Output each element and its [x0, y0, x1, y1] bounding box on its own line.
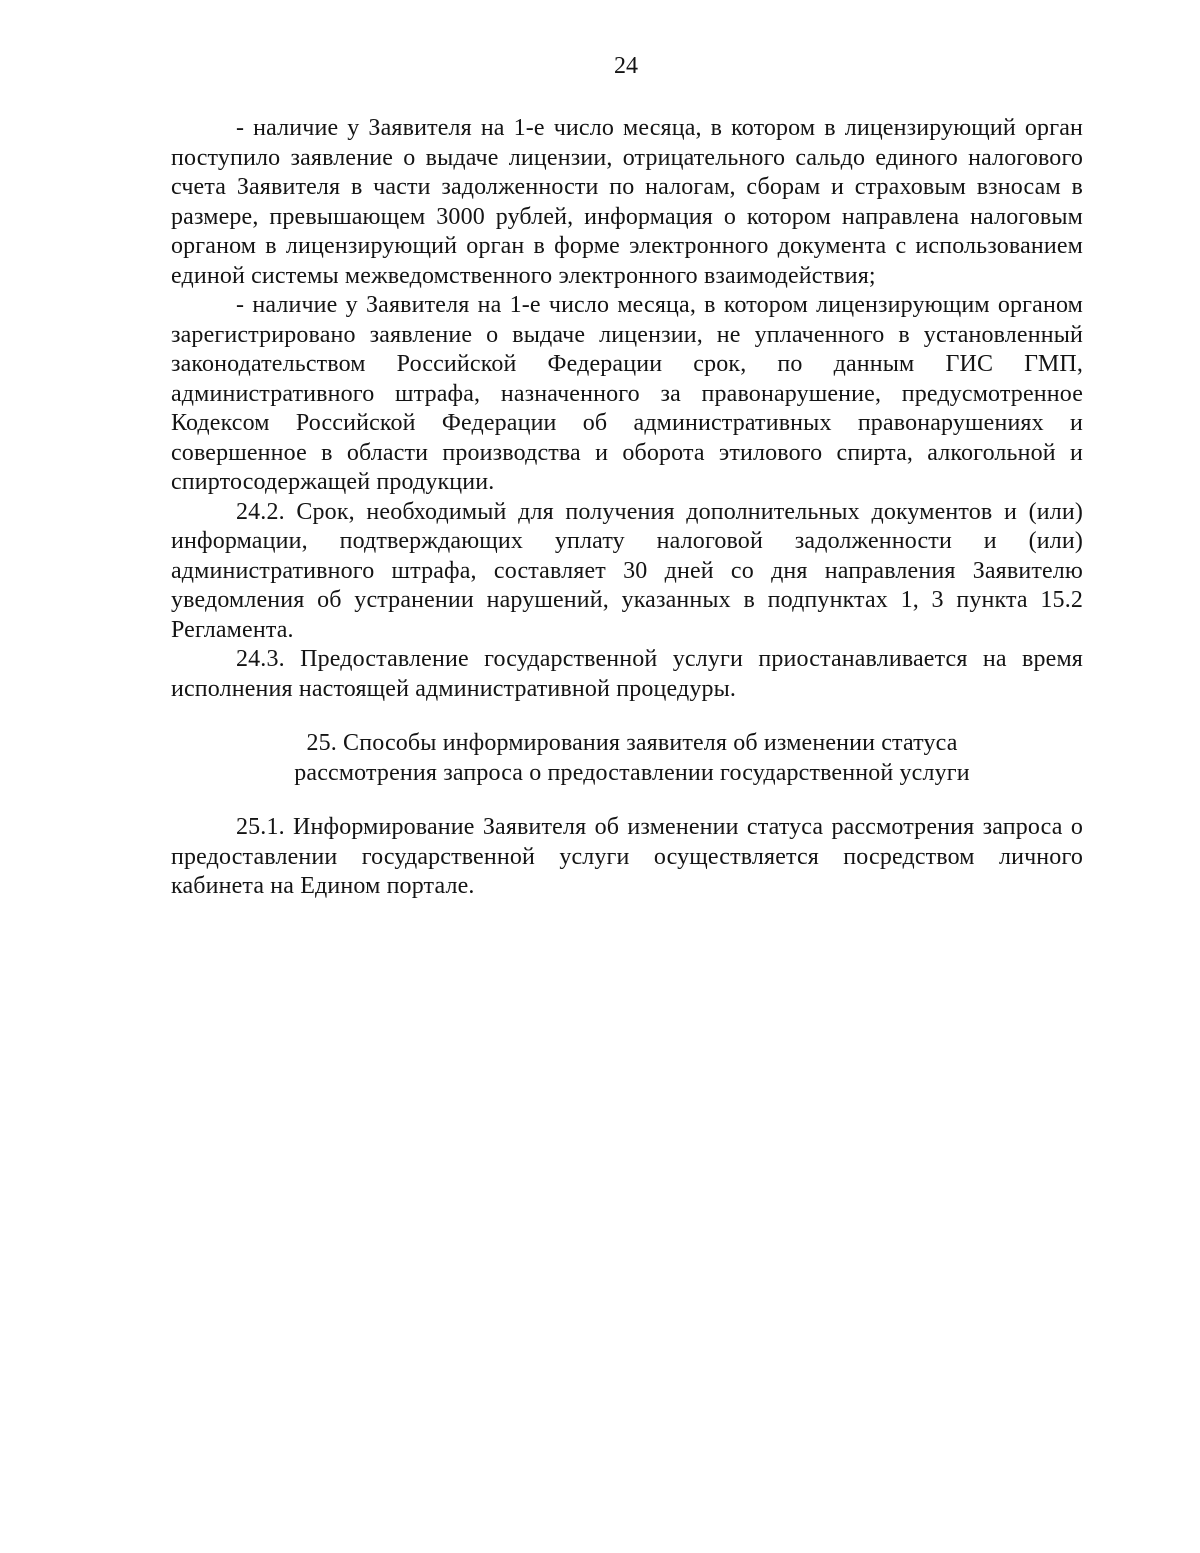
document-body: [171, 114, 1083, 902]
paragraph-unpaid-fine: - наличие у Заявителя на 1-е число месяца, в котором лицензирующим органом зарегистрировано заявление о выдаче лицензии, не уплаченного в установленный законодательством Российской Федерации срок, по данным ГИС ГМП, административного штрафа, назначенного за правонарушение, предусмотренное Кодексом Российской Федерации об административных правонарушениях и совершенное в области производства и оборота этилового спирта, алкогольной и спиртосодержащей продукции.: [171, 292, 1083, 495]
paragraph-24-2: 24.2. Срок, необходимый для получения дополнительных документов и (или) информации, подтверждающих уплату налоговой задолженности и (или) административного штрафа, составляет 30 дней со дня направления Заявителю уведомления об устранении нарушений, указанных в подпунктах 1, 3 пункта 15.2 Регламента.: [171, 498, 1083, 643]
paragraph-25-1: 25.1. Информирование Заявителя об изменении статуса рассмотрения запроса о предоставлении государственной услуги осуществляется посредством личного кабинета на Едином портале.: [171, 814, 1083, 899]
section-heading-25: [171, 729, 1083, 788]
paragraph-24-3: 24.3. Предоставление государственной услуги приостанавливается на время исполнения настоящей административной процедуры.: [171, 646, 1083, 702]
paragraph-negative-balance: - наличие у Заявителя на 1-е число месяца, в котором в лицензирующий орган поступило заявление о выдаче лицензии, отрицательного сальдо единого налогового счета Заявителя в части задолженности по налогам, сборам и страховым взносам в размере, превышающем 3000 рублей, информация о котором направлена налоговым органом в лицензирующий орган в форме электронного документа с использованием единой системы межведомственного электронного взаимодействия;: [171, 115, 1083, 289]
section-heading-line-1: 25. Способы информирования заявителя об изменении статуса: [306, 730, 958, 756]
page-number: 24: [614, 53, 638, 79]
section-heading-line-2: рассмотрения запроса о предоставлении государственной услуги: [294, 759, 970, 786]
